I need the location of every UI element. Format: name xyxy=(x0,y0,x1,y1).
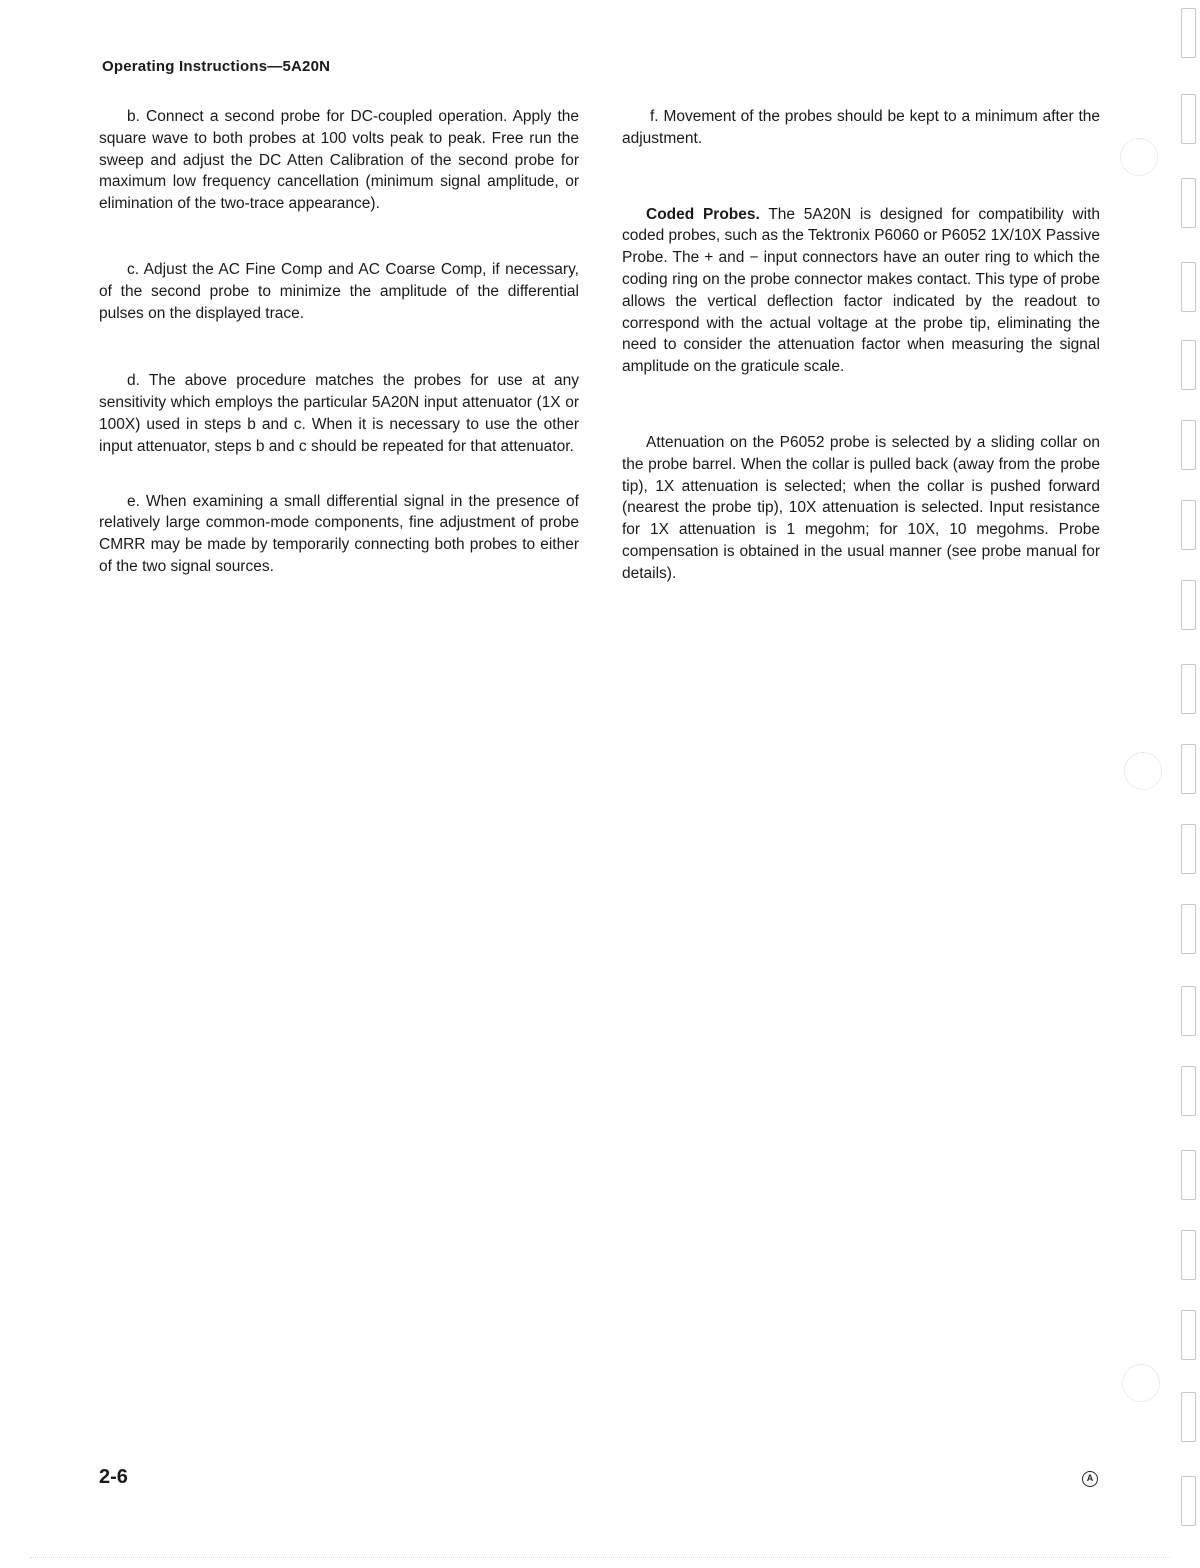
binder-slot xyxy=(1181,1230,1196,1280)
binder-slot xyxy=(1181,986,1196,1036)
paragraph-step-f: f. Movement of the probes should be kept to a minimum after the adjustment. xyxy=(622,108,1100,147)
binder-slot xyxy=(1181,744,1196,794)
binder-slot xyxy=(1181,1476,1196,1526)
page-header-title: Operating Instructions—5A20N xyxy=(102,58,331,75)
revision-mark-icon: A xyxy=(1082,1471,1098,1487)
paragraph-step-e: e. When examining a small differential signal in the presence of relatively large common-mode components, fine adjustment of probe CMRR may be made by temporarily connecting both probes to either of the two signal sources. xyxy=(99,492,579,575)
paragraph-step-c: c. Adjust the AC Fine Comp and AC Coarse Comp, if necessary, of the second probe to minimize the amplitude of the differential pulses on the displayed trace. xyxy=(99,260,579,322)
punch-hole-mark xyxy=(1120,138,1158,176)
right-column xyxy=(622,106,1100,585)
bottom-scan-edge xyxy=(30,1557,1170,1558)
paragraph-coded-probes xyxy=(622,204,1100,378)
binder-slot xyxy=(1181,1066,1196,1116)
binder-slot xyxy=(1181,94,1196,144)
punch-hole-mark xyxy=(1124,752,1162,790)
coded-probes-heading: Coded Probes. xyxy=(646,205,760,223)
binder-slot xyxy=(1181,340,1196,390)
left-column xyxy=(99,106,579,578)
binder-slot xyxy=(1181,420,1196,470)
binder-slot xyxy=(1181,1150,1196,1200)
paragraph-attenuation: Attenuation on the P6052 probe is selected by a sliding collar on the probe barrel. When the collar is pulled back (away from the probe tip), 1X attenuation is selected; when the collar is pushed forward (nearest the probe tip), 10X attenuation is selected. Input resistance for 1X attenuation is 1 megohm; for 10X, 10 megohms. Probe compensation is obtained in the usual manner (see probe manual for details). xyxy=(622,433,1100,582)
binder-slot xyxy=(1181,8,1196,58)
binder-slot xyxy=(1181,824,1196,874)
binder-slot xyxy=(1181,500,1196,550)
binder-edge-strip xyxy=(1178,0,1200,1568)
binder-slot xyxy=(1181,178,1196,228)
binder-slot xyxy=(1181,1310,1196,1360)
binder-slot xyxy=(1181,664,1196,714)
binder-slot xyxy=(1181,1392,1196,1442)
punch-hole-mark xyxy=(1122,1364,1160,1402)
binder-slot xyxy=(1181,580,1196,630)
coded-probes-text: The 5A20N is designed for compatibility with coded probes, such as the Tektronix P6060 or P6052 1X/10X Passive Probe. The + and − input connectors have an outer ring to which the coding ring on the probe connector makes contact. This type of probe allows the vertical deflection factor indicated by the readout to correspond with the actual voltage at the probe tip, eliminating the need to consider the attenuation factor when measuring the signal amplitude on the graticule scale. xyxy=(622,205,1100,376)
binder-slot xyxy=(1181,904,1196,954)
binder-slot xyxy=(1181,262,1196,312)
paragraph-step-d: d. The above procedure matches the probes for use at any sensitivity which employs the particular 5A20N input attenuator (1X or 100X) used in steps b and c. When it is necessary to use the other input attenuator, steps b and c should be repeated for that attenuator. xyxy=(99,372,579,455)
page-number: 2-6 xyxy=(99,1466,128,1488)
paragraph-step-b: b. Connect a second probe for DC-coupled operation. Apply the square wave to both probes at 100 volts peak to peak. Free run the sweep and adjust the DC Atten Calibration of the second probe for maximum low frequency cancellation (minimum signal amplitude, or elimination of the two-trace appearance). xyxy=(99,108,579,213)
